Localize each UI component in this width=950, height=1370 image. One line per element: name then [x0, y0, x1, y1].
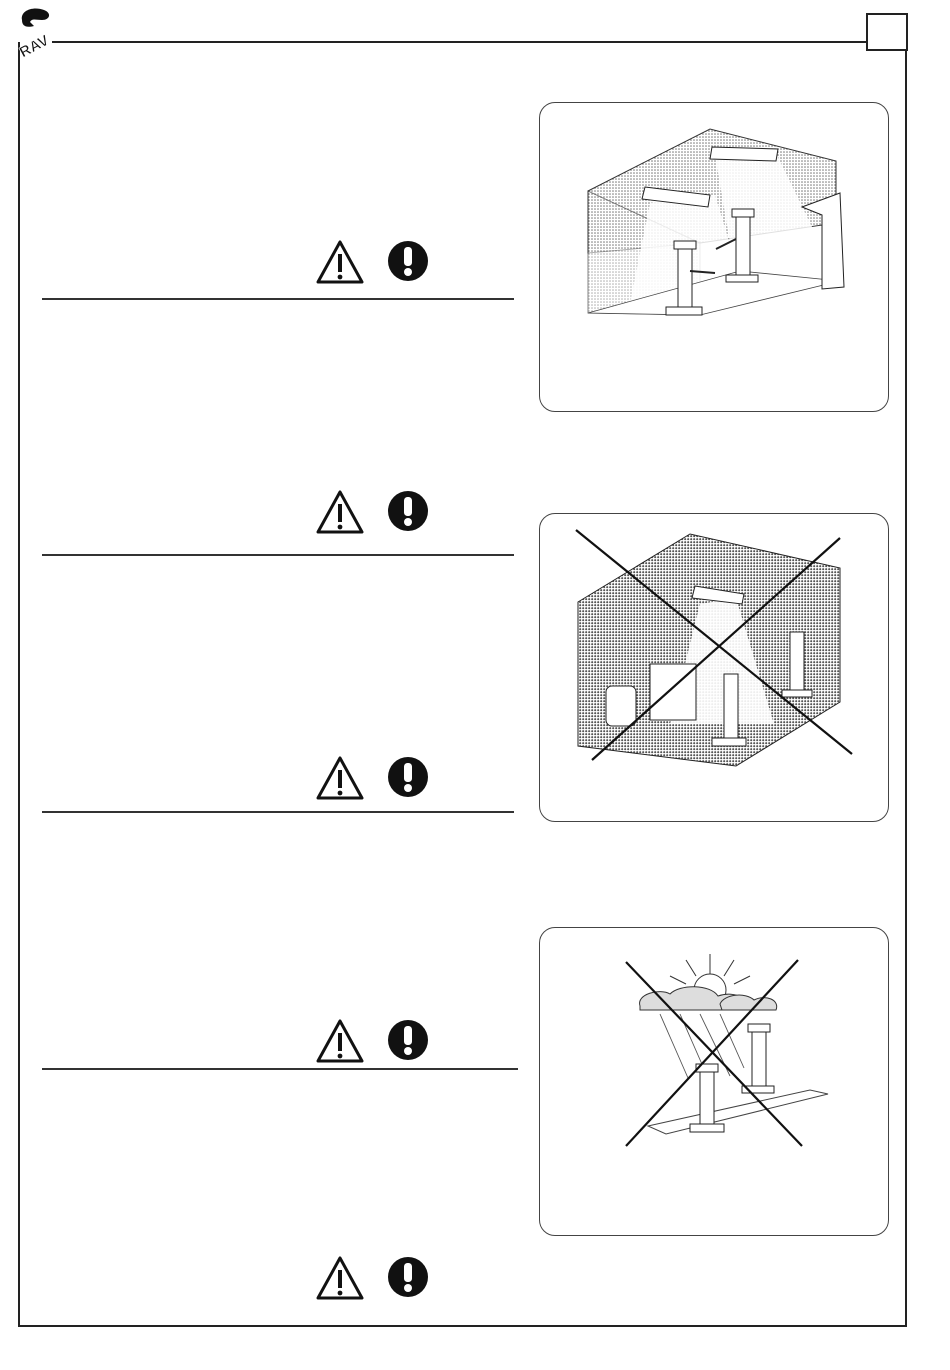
page-number-box — [866, 13, 908, 51]
section-divider — [42, 554, 514, 556]
mandatory-exclamation-icon — [386, 239, 430, 283]
warning-triangle-icon — [316, 756, 364, 800]
warning-triangle-icon — [316, 1256, 364, 1300]
mandatory-exclamation-icon — [386, 1018, 430, 1062]
header-rule — [52, 41, 868, 43]
svg-text:RAV: RAV — [16, 31, 52, 60]
section-divider — [42, 298, 514, 300]
brand-logo — [14, 4, 60, 60]
mandatory-exclamation-icon — [386, 1255, 430, 1299]
mandatory-exclamation-icon — [386, 755, 430, 799]
section-divider — [42, 811, 514, 813]
figure-dark-room-prohibited — [539, 513, 889, 822]
warning-triangle-icon — [316, 1019, 364, 1063]
mandatory-exclamation-icon — [386, 489, 430, 533]
lift-room-illustration — [540, 103, 890, 413]
lift-outdoors-illustration — [540, 928, 890, 1237]
warning-triangle-icon — [316, 490, 364, 534]
section-divider — [42, 1068, 518, 1070]
lift-dark-room-illustration — [540, 514, 890, 823]
warning-triangle-icon — [316, 240, 364, 284]
figure-outdoors-prohibited — [539, 927, 889, 1236]
figure-ventilated-room — [539, 102, 889, 412]
